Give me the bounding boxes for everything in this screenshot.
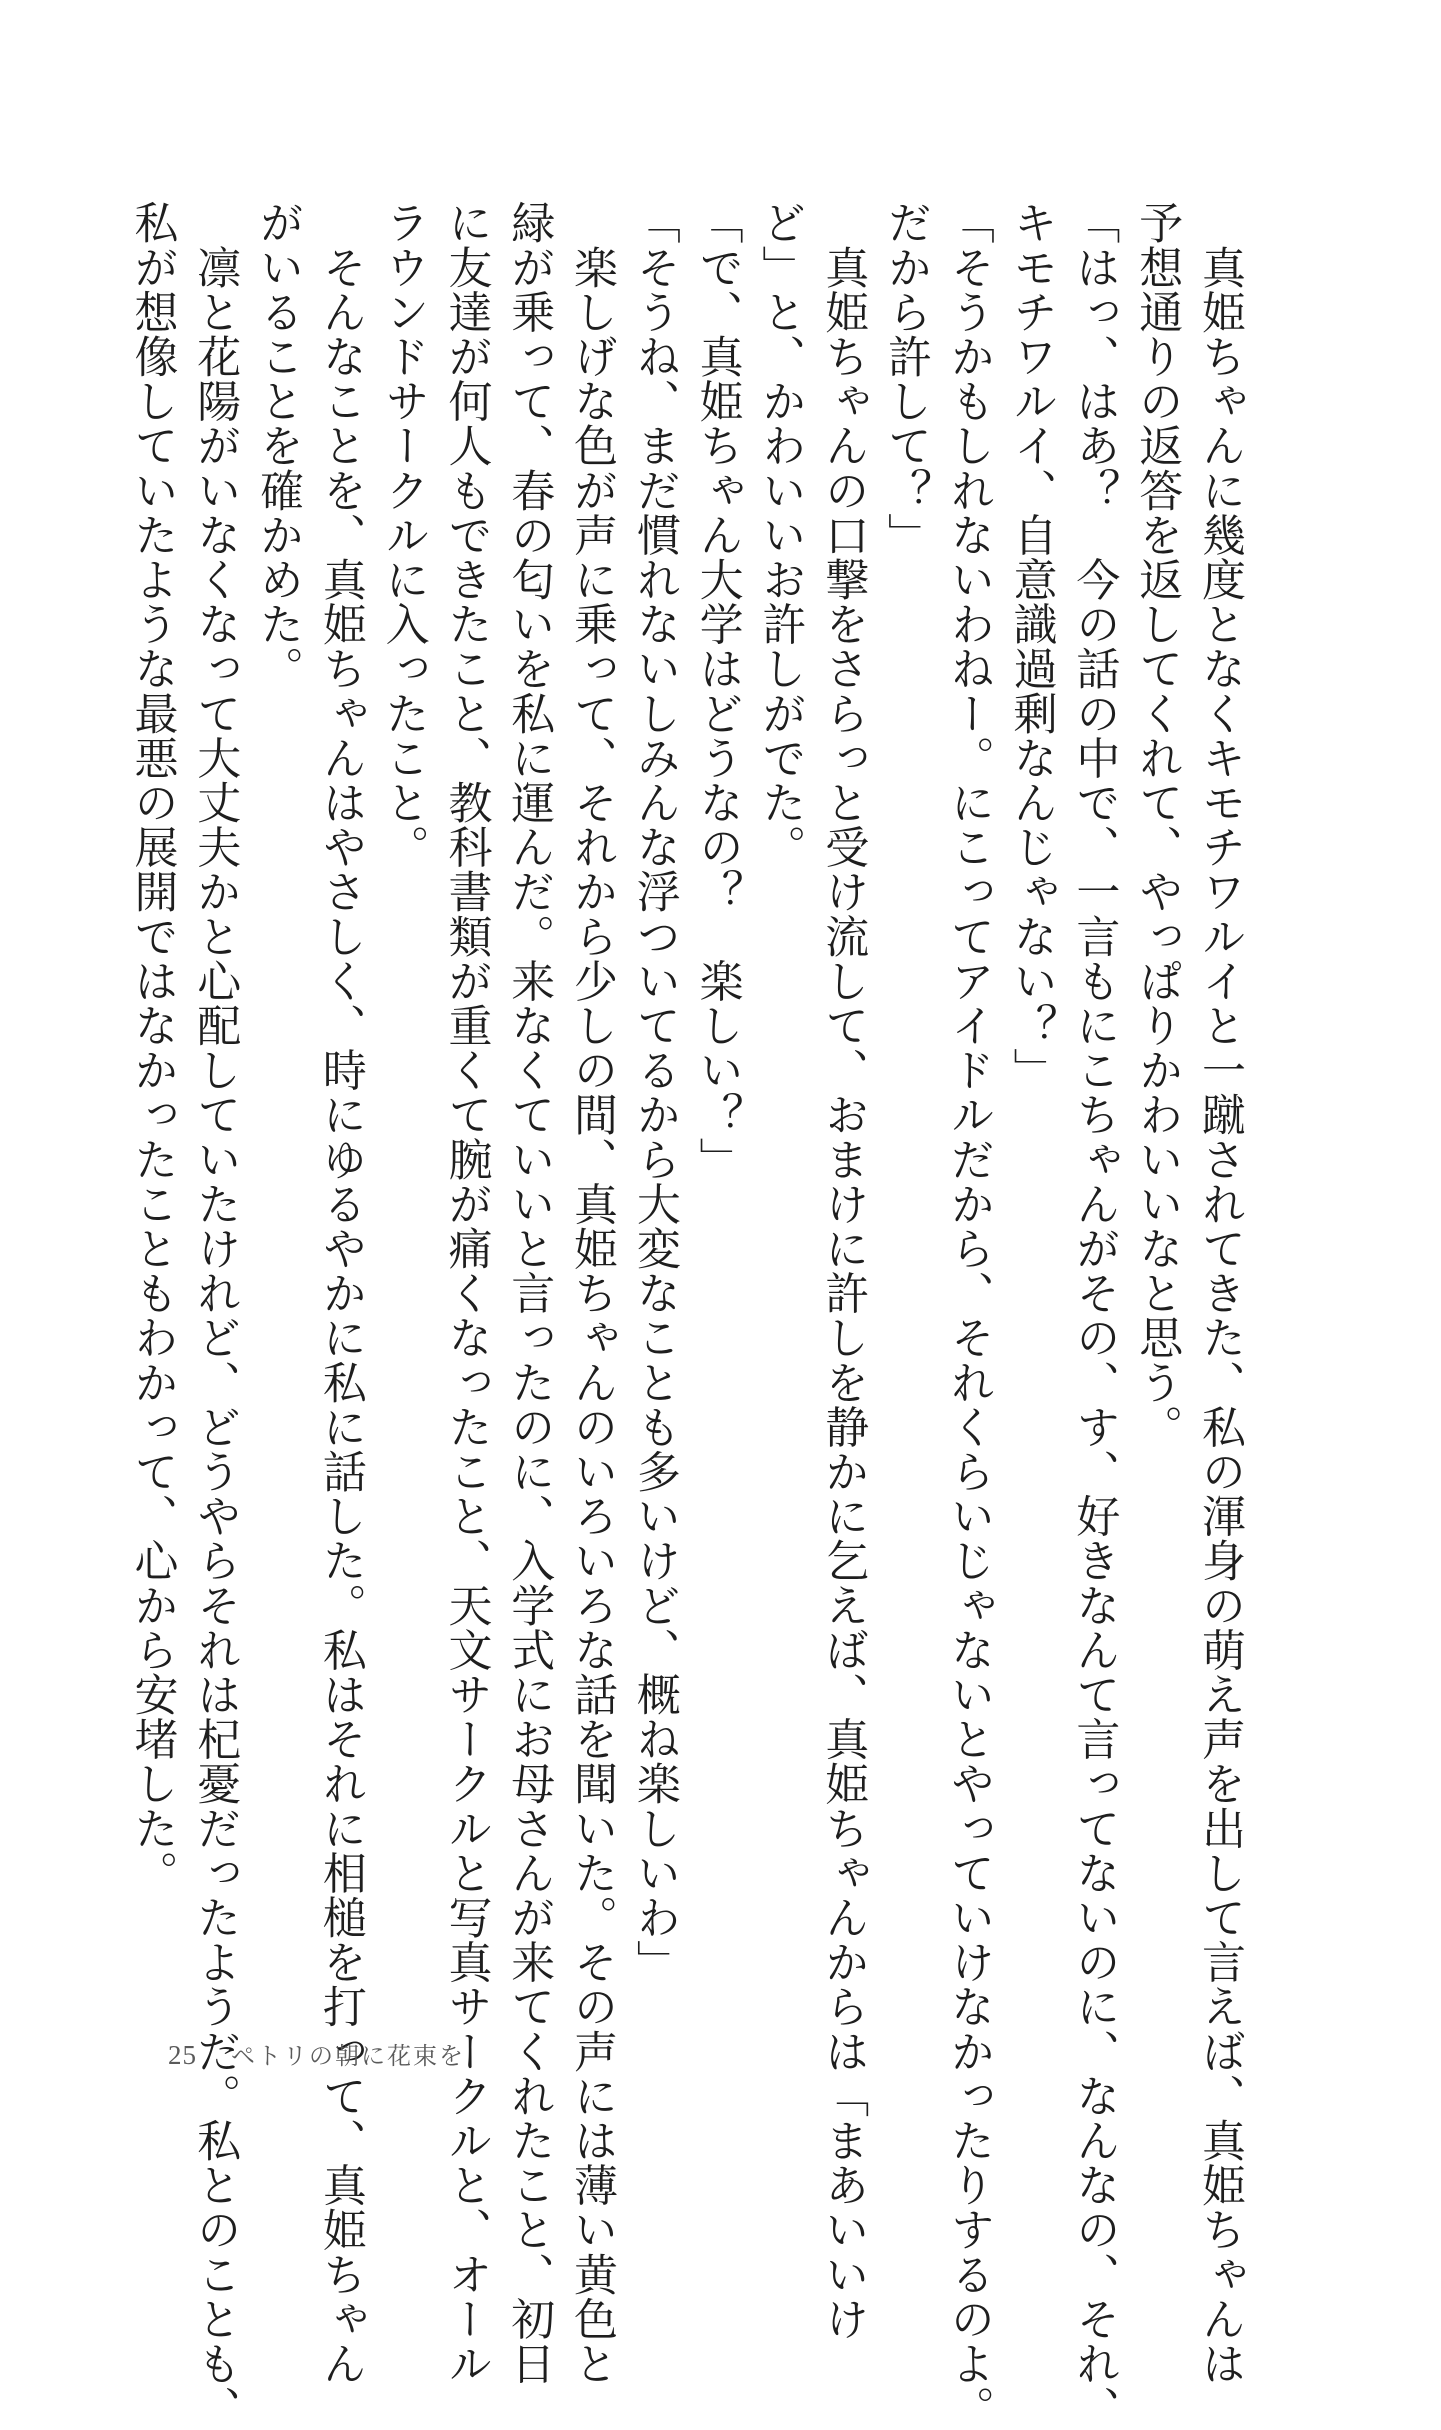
- text-line: 真姫ちゃんに幾度となくキモチワルイと一蹴されてきた、私の渾身の萌え声を出して言えば、真姫ちゃんは: [1194, 200, 1245, 2386]
- text-line: 私が想像していたような最悪の展開ではなかったこともわかって、心から安堵した。: [126, 200, 178, 1895]
- text-line: 楽しげな色が声に乗って、それから少しの間、真姫ちゃんのいろいろな話を聞いた。その声には薄い黄色と: [566, 200, 618, 2386]
- text-line: 緑が乗って、春の匂いを私に運んだ。来なくていいと言ったのに、入学式にお母さんが来てくれたこと、初日: [503, 200, 555, 2386]
- text-line: キモチワルイ、自意識過剰なんじゃない？」: [1005, 200, 1057, 1092]
- text-line: 「そうかもしれないわねー。にこってアイドルだから、それくらいじゃないとやっていけなかったりするのよ。: [942, 200, 994, 2430]
- page-number: 25: [168, 2040, 197, 2070]
- text-line: 予想通りの返答を返してくれて、やっぱりかわいいなと思う。: [1131, 200, 1183, 1449]
- page-footer: [168, 2036, 465, 2071]
- text-line: 「はっ、はあ？ 今の話の中で、一言もにこちゃんがその、す、好きなんて言ってないのに、なんなの、それ、: [1068, 200, 1120, 2430]
- text-line: 「そうね、まだ慣れないしみんな浮ついてるから大変なことも多いけど、概ね楽しいわ」: [628, 200, 680, 1984]
- text-line: 「で、真姫ちゃん大学はどうなの？ 楽しい？」: [691, 200, 743, 1182]
- text-line: がいることを確かめた。: [252, 200, 304, 691]
- text-line: に友達が何人もできたこと、教科書類が重くて腕が痛くなったこと、天文サークルと写真サークルと、オール: [440, 200, 492, 2386]
- text-line: ラウンドサークルに入ったこと。: [377, 200, 429, 869]
- text-line: ど」と、かわいいお許しがでた。: [754, 200, 806, 869]
- text-line: そんなことを、真姫ちゃんはやさしく、時にゆるやかに私に話した。私はそれに相槌を打って、真姫ちゃん: [314, 200, 366, 2386]
- text-line: 真姫ちゃんの口撃をさらっと受け流して、おまけに許しを静かに乞えば、真姫ちゃんからは「まあいいけ: [817, 200, 869, 2341]
- text-line: だから許して？」: [880, 200, 932, 557]
- text-line: 凛と花陽がいなくなって大丈夫かと心配していたけれど、どうやらそれは杞憂だったようだ。私とのことも、: [189, 200, 241, 2430]
- running-title: ペトリの朝に花束を: [231, 2042, 465, 2070]
